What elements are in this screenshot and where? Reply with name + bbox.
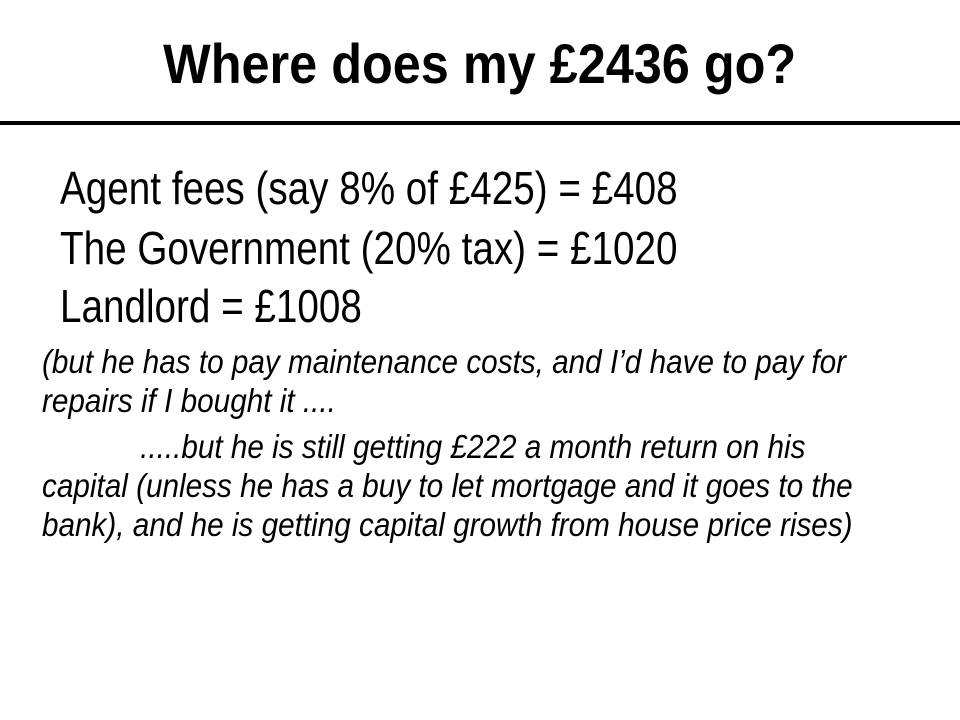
note-capital-return-line-1: .....but he is still getting £222 a month return on his [140, 428, 806, 465]
note-maintenance-line-2: repairs if I bought it .... [42, 382, 336, 419]
note-maintenance-line-1: (but he has to pay maintenance costs, and I’d have to pay for [42, 343, 847, 380]
body-line-agent-fees: Agent fees (say 8% of £425) = £408 [60, 162, 678, 214]
body-line-government-tax: The Government (20% tax) = £1020 [60, 222, 678, 274]
note-capital-return-line-2: capital (unless he has a buy to let mortgage and it goes to the [42, 467, 853, 504]
body-line-landlord: Landlord = £1008 [60, 280, 362, 332]
note-capital-return-line-3: bank), and he is getting capital growth from house price rises) [42, 506, 853, 543]
slide-title-text: Where does my £2436 go? [163, 32, 797, 95]
slide-title [0, 34, 960, 94]
note-maintenance [42, 342, 846, 420]
note-capital-return [42, 427, 853, 544]
title-divider-line [0, 121, 960, 125]
